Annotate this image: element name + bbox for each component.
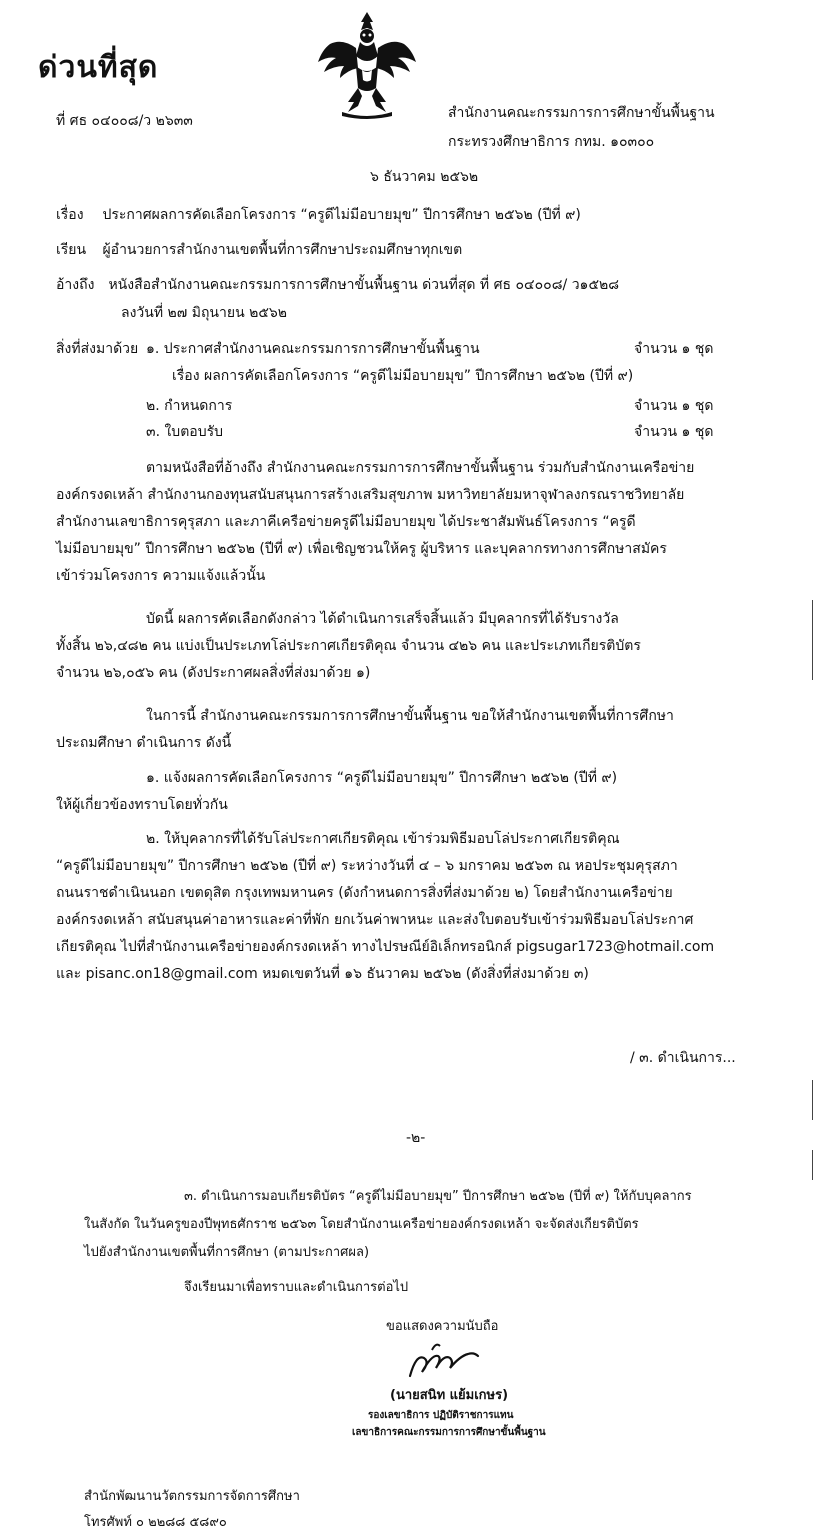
enclosure-1-detail: เรื่อง ผลการคัดเลือกโครงการ “ครูดีไม่มีอบายมุข” ปีการศึกษา ๒๕๖๒ (ปีที่ ๙) xyxy=(172,368,634,384)
enclosure-2-qty: จำนวน ๑ ชุด xyxy=(634,398,714,414)
action-item-3-line: ๓. ดำเนินการมอบเกียรติบัตร “ครูดีไม่มีอบายมุข” ปีการศึกษา ๒๕๖๒ (ปีที่ ๙) ให้กับบุคลากร xyxy=(184,1189,692,1204)
office-address: กระทรวงศึกษาธิการ กทม. ๑๐๓๐๐ xyxy=(448,134,655,150)
enclosure-label: สิ่งที่ส่งมาด้วย xyxy=(56,341,139,357)
paragraph-2-line: จำนวน ๒๖,๐๕๖ คน (ดังประกาศผลสิ่งที่ส่งมาด้วย ๑) xyxy=(56,665,371,681)
footer-phone: โทรศัพท์ ๐ ๒๒๘๘ ๕๘๙๐ xyxy=(84,1515,227,1530)
signer-title-1: รองเลขาธิการ ปฏิบัติราชการแทน xyxy=(368,1410,514,1421)
enclosure-2: ๒. กำหนดการ xyxy=(146,398,233,414)
enclosure-1: ๑. ประกาศสำนักงานคณะกรรมการการศึกษาขั้นพื้นฐาน xyxy=(146,341,480,357)
enclosure-1-qty: จำนวน ๑ ชุด xyxy=(634,341,714,357)
paragraph-3-line: ในการนี้ สำนักงานคณะกรรมการการศึกษาขั้นพื้นฐาน ขอให้สำนักงานเขตพื้นที่การศึกษา xyxy=(146,708,674,724)
subject-label: เรื่อง xyxy=(56,207,84,223)
action-item-3 xyxy=(84,1183,784,1267)
to-text: ผู้อำนวยการสำนักงานเขตพื้นที่การศึกษาประถมศึกษาทุกเขต xyxy=(102,242,463,258)
paragraph-1-line: องค์กรงดเหล้า สำนักงานกองทุนสนับสนุนการสร้างเสริมสุขภาพ มหาวิทยาลัยมหาจุฬาลงกรณราชวิทยาลัย xyxy=(56,487,685,503)
closing-request: จึงเรียนมาเพื่อทราบและดำเนินการต่อไป xyxy=(184,1280,409,1295)
paragraph-2-line: บัดนี้ ผลการคัดเลือกดังกล่าว ได้ดำเนินการเสร็จสิ้นแล้ว มีบุคลากรที่ได้รับรางวัล xyxy=(146,611,619,627)
enclosure-3-qty: จำนวน ๑ ชุด xyxy=(634,424,714,440)
office-name: สำนักงานคณะกรรมการการศึกษาขั้นพื้นฐาน xyxy=(448,105,715,121)
action-item-1 xyxy=(56,765,756,819)
reference-label: อ้างถึง xyxy=(56,277,95,293)
paragraph-1-line: สำนักงานเลขาธิการคุรุสภา และภาคีเครือข่ายครูดีไม่มีอบายมุข ได้ประชาสัมพันธ์โครงการ “ครูดี xyxy=(56,514,636,530)
subject-row xyxy=(56,204,581,226)
action-item-2-line: “ครูดีไม่มีอบายมุข” ปีการศึกษา ๒๕๖๒ (ปีที่ ๙) ระหว่างวันที่ ๔ – ๖ มกราคม ๒๕๖๓ ณ หอประชุมคุรุสภา xyxy=(56,858,678,874)
page-number: -๒- xyxy=(406,1130,426,1146)
action-item-1-line: ๑. แจ้งผลการคัดเลือกโครงการ “ครูดีไม่มีอบายมุข” ปีการศึกษา ๒๕๖๒ (ปีที่ ๙) xyxy=(146,770,618,786)
scan-edge xyxy=(812,1080,813,1120)
to-label: เรียน xyxy=(56,242,87,258)
reference-line-2: ลงวันที่ ๒๗ มิถุนายน ๒๕๖๒ xyxy=(121,305,288,321)
signer-name: (นายสนิท แย้มเกษร) xyxy=(390,1388,509,1403)
action-item-1-line: ให้ผู้เกี่ยวข้องทราบโดยทั่วกัน xyxy=(56,797,228,813)
paragraph-3 xyxy=(56,703,756,757)
action-item-2-line: ๒. ให้บุคลากรที่ได้รับโล่ประกาศเกียรติคุณ เข้าร่วมพิธีมอบโล่ประกาศเกียรติคุณ xyxy=(146,831,620,847)
paragraph-1-line: ตามหนังสือที่อ้างถึง สำนักงานคณะกรรมการการศึกษาขั้นพื้นฐาน ร่วมกับสำนักงานเครือข่าย xyxy=(146,460,695,476)
continuation-note: / ๓. ดำเนินการ... xyxy=(630,1050,736,1066)
subject-text: ประกาศผลการคัดเลือกโครงการ “ครูดีไม่มีอบายมุข” ปีการศึกษา ๒๕๖๒ (ปีที่ ๙) xyxy=(102,207,581,223)
enclosure-3: ๓. ใบตอบรับ xyxy=(146,424,223,440)
paragraph-1-line: เข้าร่วมโครงการ ความแจ้งแล้วนั้น xyxy=(56,568,266,584)
action-item-2-line: และ pisanc.on18@gmail.com หมดเขตวันที่ ๑๖ ธันวาคม ๒๕๖๒ (ดังสิ่งที่ส่งมาด้วย ๓) xyxy=(56,966,589,982)
footer-office: สำนักพัฒนานวัตกรรมการจัดการศึกษา xyxy=(84,1489,300,1504)
garuda-emblem-icon xyxy=(312,8,422,124)
document-date: ๖ ธันวาคม ๒๕๖๒ xyxy=(370,169,479,185)
paragraph-2 xyxy=(56,606,756,687)
reference-row xyxy=(56,274,619,296)
document-number: ที่ ศธ ๐๔๐๐๘/ว ๒๖๓๓ xyxy=(56,113,193,129)
to-row xyxy=(56,239,462,261)
scan-edge xyxy=(812,1150,813,1180)
urgency-stamp: ด่วนที่สุด xyxy=(38,50,159,85)
action-item-2-line: องค์กรงดเหล้า สนับสนุนค่าอาหารและค่าที่พัก ยกเว้นค่าพาหนะ และส่งใบตอบรับเข้าร่วมพิธีมอบโล่ประกาศ xyxy=(56,912,694,928)
action-item-3-line: ไปยังสำนักงานเขตพื้นที่การศึกษา (ตามประกาศผล) xyxy=(84,1245,370,1260)
action-item-2-line: เกียรติคุณ ไปที่สำนักงานเครือข่ายองค์กรงดเหล้า ทางไปรษณีย์อิเล็กทรอนิกส์ pigsugar1723@hotmail.com xyxy=(56,939,715,955)
paragraph-2-line: ทั้งสิ้น ๒๖,๔๘๒ คน แบ่งเป็นประเภทโล่ประกาศเกียรติคุณ จำนวน ๔๒๖ คน และประเภทเกียรติบัตร xyxy=(56,638,641,654)
action-item-2-line: ถนนราชดำเนินนอก เขตดุสิต กรุงเทพมหานคร (ดังกำหนดการสิ่งที่ส่งมาด้วย ๒) โดยสำนักงานเครือข่าย xyxy=(56,885,673,901)
scan-edge xyxy=(812,600,813,680)
action-item-3-line: ในสังกัด ในวันครูของปีพุทธศักราช ๒๕๖๓ โดยสำนักงานเครือข่ายองค์กรงดเหล้า จะจัดส่งเกียรติบัตร xyxy=(84,1217,639,1232)
paragraph-3-line: ประถมศึกษา ดำเนินการ ดังนี้ xyxy=(56,735,232,751)
paragraph-1 xyxy=(56,455,756,590)
action-item-2 xyxy=(56,826,756,988)
paragraph-1-line: ไม่มีอบายมุข” ปีการศึกษา ๒๕๖๒ (ปีที่ ๙) เพื่อเชิญชวนให้ครู ผู้บริหาร และบุคลากรทางการศึกษาสมัคร xyxy=(56,541,667,557)
signer-title-2: เลขาธิการคณะกรรมการการศึกษาขั้นพื้นฐาน xyxy=(352,1427,546,1438)
sign-off: ขอแสดงความนับถือ xyxy=(386,1319,499,1334)
reference-line-1: หนังสือสำนักงานคณะกรรมการการศึกษาขั้นพื้นฐาน ด่วนที่สุด ที่ ศธ ๐๔๐๐๘/ ว๑๕๒๘ xyxy=(108,277,620,293)
